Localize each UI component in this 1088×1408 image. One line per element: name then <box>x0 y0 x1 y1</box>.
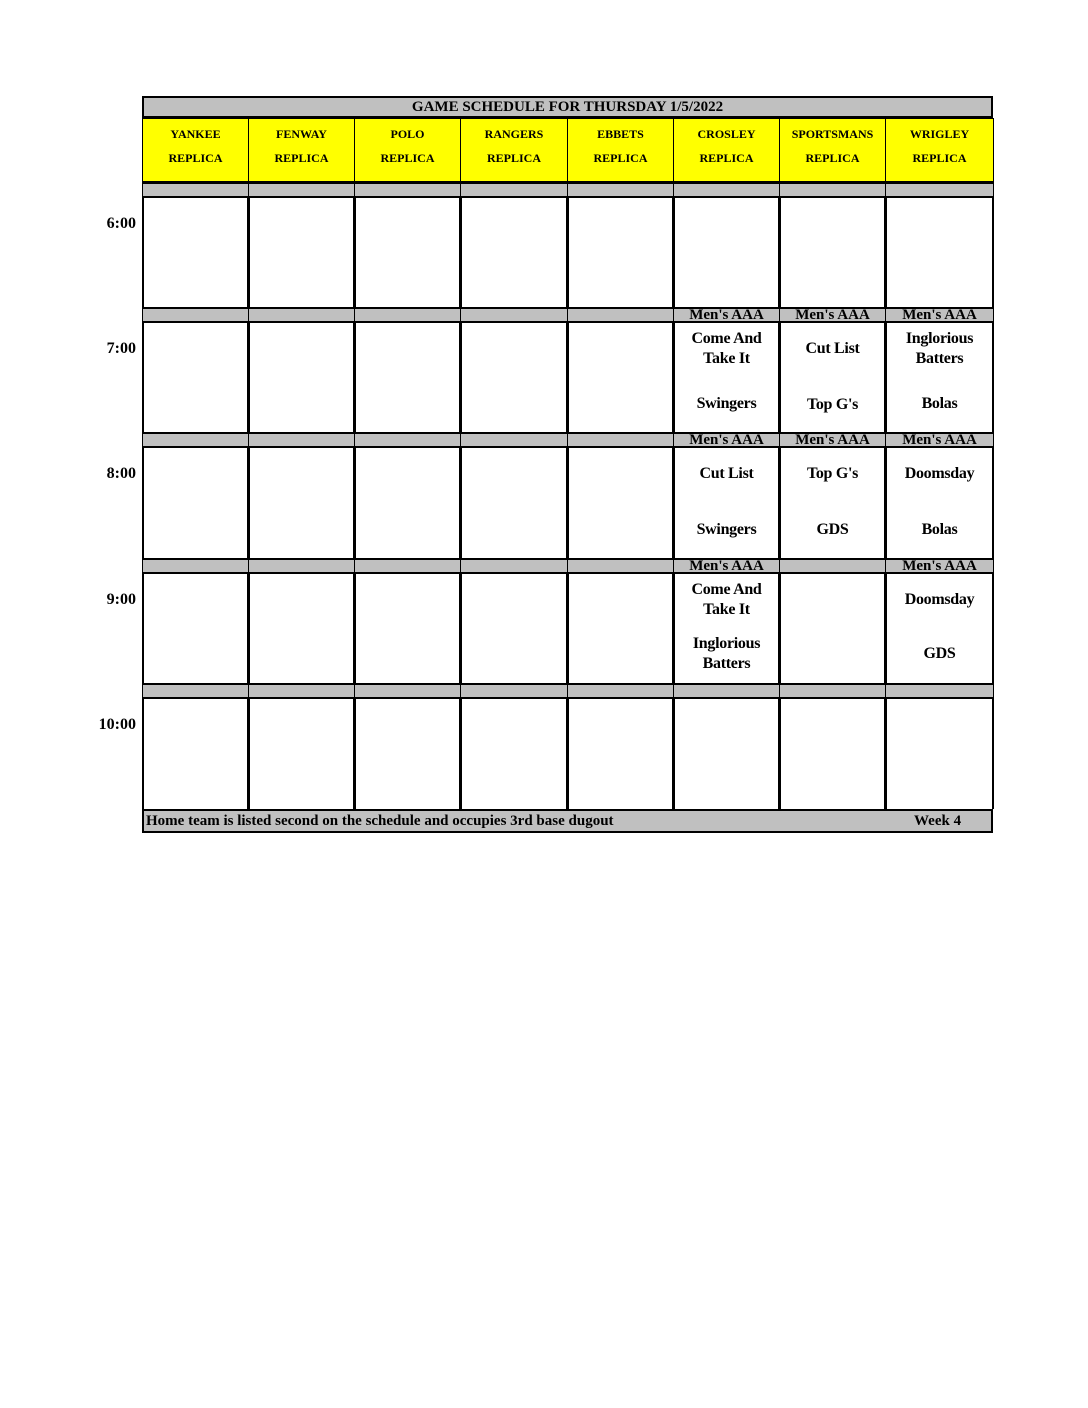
away-team: Come And Take It <box>691 330 762 367</box>
division-band <box>460 558 568 574</box>
game-cell <box>567 699 674 809</box>
time-label: 9:00 <box>106 591 136 608</box>
division-band <box>354 558 461 574</box>
division-band: Men's AAA <box>885 432 994 448</box>
division-band: Men's AAA <box>885 307 994 323</box>
division-band <box>460 307 568 323</box>
field-header <box>567 118 674 182</box>
game-cell <box>142 699 249 809</box>
game-cell <box>567 574 674 684</box>
division-band: Men's AAA <box>885 558 994 574</box>
division-band: Men's AAA <box>673 307 780 323</box>
game-cell <box>248 198 355 308</box>
game-cell <box>673 574 780 684</box>
game-cell <box>354 323 461 433</box>
game-cell <box>779 574 886 684</box>
division-band <box>354 432 461 448</box>
field-name: EBBETS <box>597 127 644 141</box>
division-band <box>779 683 886 699</box>
game-cell <box>779 699 886 809</box>
field-name: POLO <box>390 127 425 141</box>
time-label: 8:00 <box>106 465 136 482</box>
away-team: Top G's <box>806 465 859 482</box>
game-cell <box>354 699 461 809</box>
division-band <box>567 683 674 699</box>
game-cell <box>142 323 249 433</box>
game-cell <box>354 198 461 308</box>
game-cell <box>142 574 249 684</box>
division-band <box>460 683 568 699</box>
division-band <box>567 558 674 574</box>
game-cell <box>248 699 355 809</box>
game-cell <box>460 323 568 433</box>
game-cell <box>460 574 568 684</box>
field-name: SPORTSMANS <box>791 127 874 141</box>
division-band <box>460 432 568 448</box>
division-band <box>142 558 249 574</box>
division-band <box>567 307 674 323</box>
field-name: WRIGLEY <box>909 127 970 141</box>
division-band <box>142 307 249 323</box>
division-band <box>142 683 249 699</box>
field-subtitle: REPLICA <box>912 151 967 165</box>
division-band <box>779 558 886 574</box>
division-band <box>248 558 355 574</box>
field-subtitle: REPLICA <box>486 151 541 165</box>
game-cell <box>673 198 780 308</box>
game-cell <box>673 448 780 558</box>
division-band: Men's AAA <box>779 432 886 448</box>
away-team: Doomsday <box>904 591 975 608</box>
game-cell <box>885 323 994 433</box>
field-header <box>248 118 355 182</box>
division-band <box>354 683 461 699</box>
game-cell <box>567 448 674 558</box>
division-band <box>248 432 355 448</box>
game-cell <box>460 448 568 558</box>
division-band <box>673 182 780 198</box>
schedule-footer <box>142 809 993 833</box>
game-cell <box>885 574 994 684</box>
division-band <box>142 182 249 198</box>
game-cell <box>142 448 249 558</box>
game-cell <box>460 198 568 308</box>
field-header <box>142 118 249 182</box>
time-label: 7:00 <box>106 340 136 357</box>
home-team: Bolas <box>921 395 958 412</box>
game-cell <box>354 574 461 684</box>
game-cell <box>779 448 886 558</box>
game-cell <box>248 323 355 433</box>
game-cell <box>460 699 568 809</box>
away-team: Come And Take It <box>691 581 762 618</box>
game-cell <box>779 323 886 433</box>
game-cell <box>673 323 780 433</box>
time-label: 10:00 <box>98 716 136 733</box>
home-team: GDS <box>816 521 849 538</box>
game-cell <box>673 699 780 809</box>
division-band: Men's AAA <box>779 307 886 323</box>
division-band <box>248 683 355 699</box>
home-team: GDS <box>923 645 956 662</box>
field-header <box>885 118 994 182</box>
field-subtitle: REPLICA <box>593 151 648 165</box>
field-subtitle: REPLICA <box>274 151 329 165</box>
game-cell <box>885 198 994 308</box>
field-header <box>673 118 780 182</box>
division-band <box>779 182 886 198</box>
division-band <box>885 683 994 699</box>
home-team: Top G's <box>806 396 859 413</box>
away-team: Cut List <box>699 465 754 482</box>
division-band <box>248 182 355 198</box>
home-team: Bolas <box>921 521 958 538</box>
division-band <box>885 182 994 198</box>
field-name: CROSLEY <box>697 127 756 141</box>
division-band <box>567 182 674 198</box>
field-name: YANKEE <box>170 127 221 141</box>
home-team-note: Home team is listed second on the schedule and occupies 3rd base dugout <box>146 813 614 829</box>
game-cell <box>885 448 994 558</box>
away-team: Cut List <box>805 340 860 357</box>
field-header <box>460 118 568 182</box>
week-label: Week 4 <box>914 813 962 829</box>
field-name: RANGERS <box>484 127 544 141</box>
game-cell <box>567 198 674 308</box>
field-header <box>354 118 461 182</box>
field-subtitle: REPLICA <box>805 151 860 165</box>
home-team: Swingers <box>696 395 757 412</box>
away-team: Doomsday <box>904 465 975 482</box>
division-band <box>354 182 461 198</box>
home-team: Swingers <box>696 521 757 538</box>
division-band <box>248 307 355 323</box>
division-band <box>142 432 249 448</box>
game-cell <box>354 448 461 558</box>
field-subtitle: REPLICA <box>380 151 435 165</box>
game-cell <box>248 448 355 558</box>
game-cell <box>248 574 355 684</box>
division-band <box>567 432 674 448</box>
division-band <box>460 182 568 198</box>
schedule-title: GAME SCHEDULE FOR THURSDAY 1/5/2022 <box>142 96 993 118</box>
division-band: Men's AAA <box>673 558 780 574</box>
division-band: Men's AAA <box>673 432 780 448</box>
division-band <box>673 683 780 699</box>
game-cell <box>885 699 994 809</box>
division-band <box>354 307 461 323</box>
time-label: 6:00 <box>106 215 136 232</box>
field-subtitle: REPLICA <box>168 151 223 165</box>
game-cell <box>142 198 249 308</box>
field-name: FENWAY <box>276 127 327 141</box>
game-cell <box>779 198 886 308</box>
field-header <box>779 118 886 182</box>
home-team: Inglorious Batters <box>692 635 761 672</box>
away-team: Inglorious Batters <box>905 330 974 367</box>
field-subtitle: REPLICA <box>699 151 754 165</box>
game-cell <box>567 323 674 433</box>
